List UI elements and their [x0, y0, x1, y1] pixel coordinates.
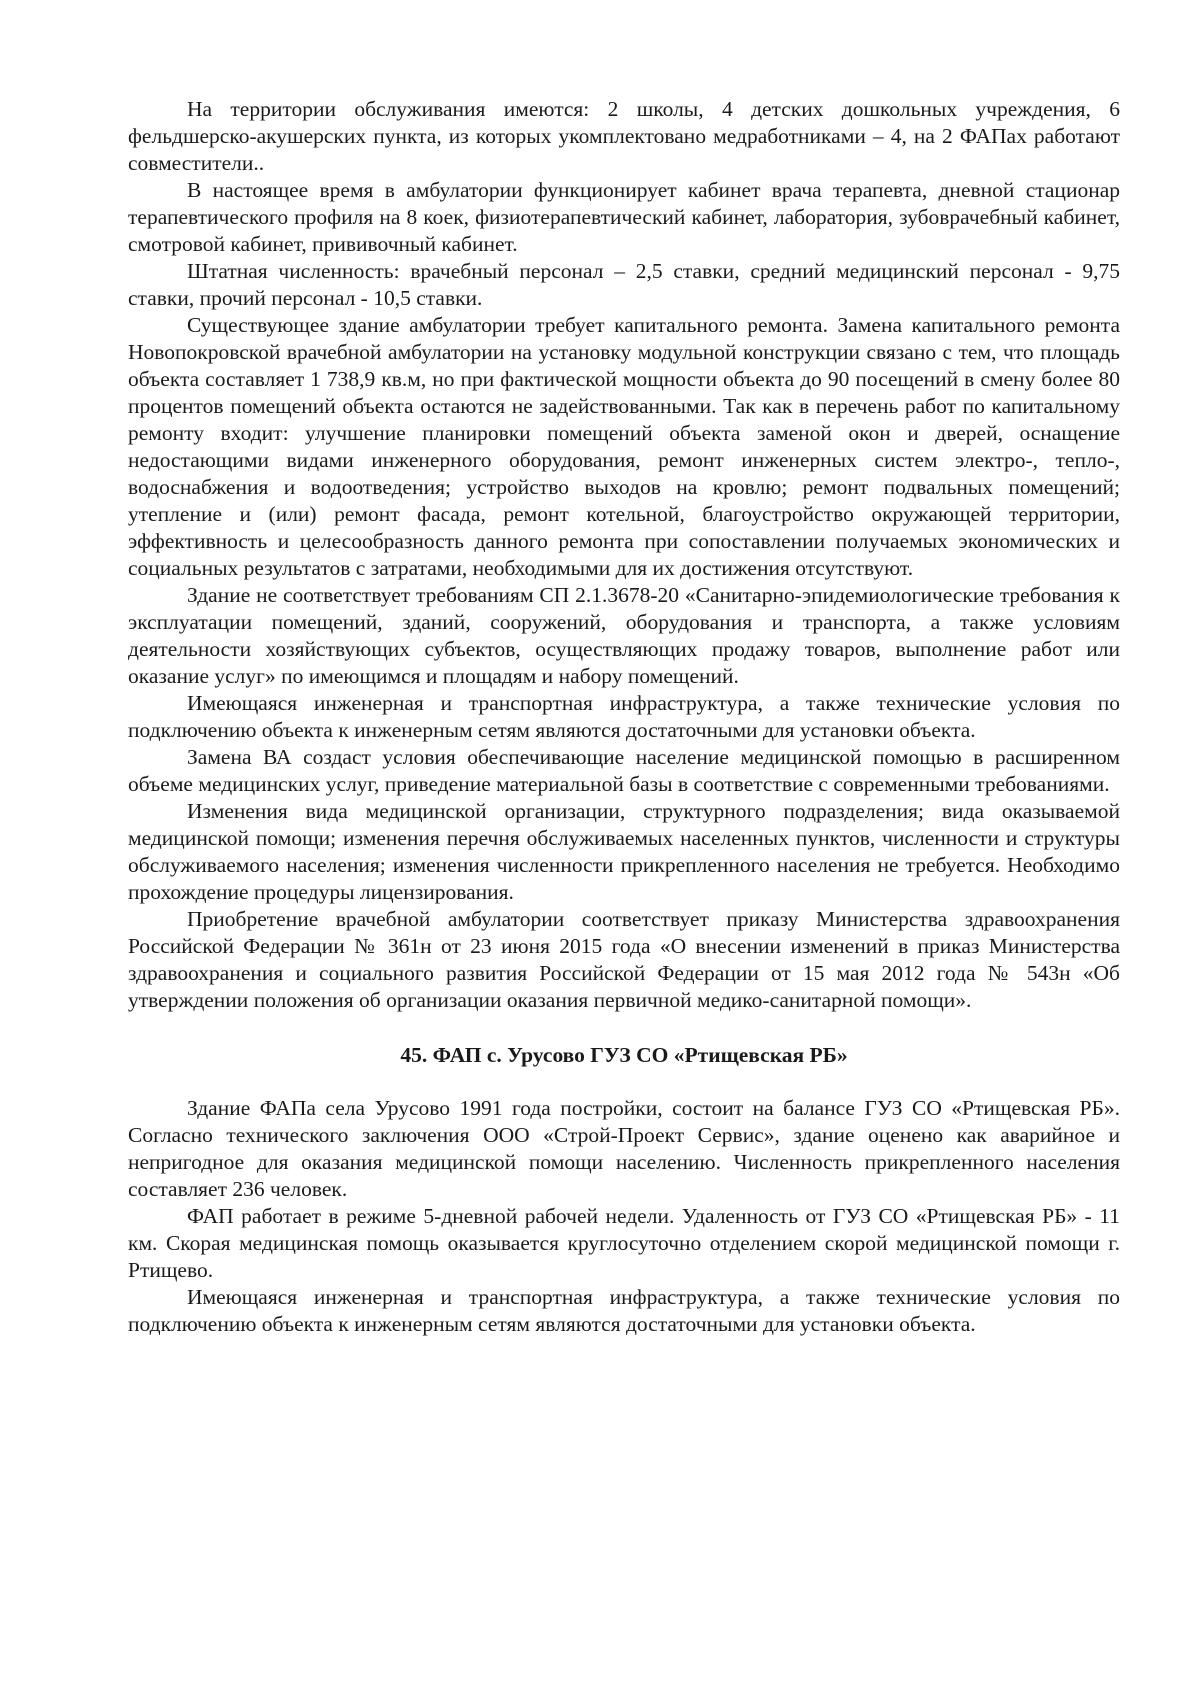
- paragraph-licensing: Изменения вида медицинской организации, структурного подразделения; вида оказываемой медицинской помощи; изменения перечня обслуживаемых населенных пунктов, численности и структуры обслуживаемого населения; изменения численности прикрепленного населения не требуется. Необходимо прохождение процедуры лицензирования.: [128, 799, 1120, 904]
- section-heading: 45. ФАП с. Урусово ГУЗ СО «Ртищевская РБ»: [400, 1043, 848, 1067]
- paragraph-infrastructure: Имеющаяся инженерная и транспортная инфраструктура, а также технические условия по подключению объекта к инженерным сетям являются достаточными для установки объекта.: [128, 691, 1120, 742]
- paragraph-fap-building: Здание ФАПа села Урусово 1991 года постройки, состоит на балансе ГУЗ СО «Ртищевская РБ». Согласно технического заключения ООО «Строй-Проект Сервис», здание оценено как аварийное и непригодное для оказания медицинской помощи населению. Численность прикрепленного населения составляет 236 человек.: [128, 1096, 1120, 1201]
- paragraph-fap-schedule: ФАП работает в режиме 5-дневной рабочей недели. Удаленность от ГУЗ СО «Ртищевская РБ» - 11 км. Скорая медицинская помощь оказывается круглосуточно отделением скорой медицинской помощи г. Ртищево.: [128, 1204, 1120, 1282]
- paragraph-fap-infrastructure: Имеющаяся инженерная и транспортная инфраструктура, а также технические условия по подключению объекта к инженерным сетям являются достаточными для установки объекта.: [128, 1285, 1120, 1336]
- paragraph-staffing: Штатная численность: врачебный персонал – 2,5 ставки, средний медицинский персонал - 9,75 ставки, прочий персонал - 10,5 ставки.: [128, 259, 1120, 310]
- paragraph-facilities: На территории обслуживания имеются: 2 школы, 4 детских дошкольных учреждения, 6 фельдшерско-акушерских пункта, из которых укомплектовано медработниками – 4, на 2 ФАПах работают совместители..: [128, 97, 1120, 175]
- paragraph-sanitary-requirements: Здание не соответствует требованиям СП 2.1.3678-20 «Санитарно-эпидемиологические требования к эксплуатации помещений, зданий, сооружений, оборудования и транспорта, а также условиям деятельности хозяйствующих субъектов, осуществляющих продажу товаров, выполнение работ или оказание услуг» по имеющимся и площадям и набору помещений.: [128, 583, 1120, 688]
- paragraph-replacement-benefits: Замена ВА создаст условия обеспечивающие население медицинской помощью в расширенном объеме медицинских услуг, приведение материальной базы в соответствие с современными требованиями.: [128, 745, 1120, 796]
- paragraph-ministry-order: Приобретение врачебной амбулатории соответствует приказу Министерства здравоохранения Российской Федерации № 361н от 23 июня 2015 года «О внесении изменений в приказ Министерства здравоохранения и социального развития Российской Федерации от 15 мая 2012 года № 543н «Об утверждении положения об организации оказания первичной медико-санитарной помощи».: [128, 907, 1120, 1012]
- paragraph-clinic-rooms: В настоящее время в амбулатории функционирует кабинет врача терапевта, дневной стационар терапевтического профиля на 8 коек, физиотерапевтический кабинет, лаборатория, зубоврачебный кабинет, смотровой кабинет, прививочный кабинет.: [128, 178, 1120, 256]
- document-body: [128, 96, 1120, 1338]
- paragraph-building-repair: Существующее здание амбулатории требует капитального ремонта. Замена капитального ремонта Новопокровской врачебной амбулатории на установку модульной конструкции связано с тем, что площадь объекта составляет 1 738,9 кв.м, но при фактической мощности объекта до 90 посещений в смену более 80 процентов помещений объекта остаются не задействованными. Так как в перечень работ по капитальному ремонту входит: улучшение планировки помещений объекта заменой окон и дверей, оснащение недостающими видами инженерного оборудования, ремонт инженерных систем электро-, тепло-, водоснабжения и водоотведения; устройство выходов на кровлю; ремонт подвальных помещений; утепление и (или) ремонт фасада, ремонт котельной, благоустройство окружающей территории, эффективность и целесообразность данного ремонта при сопоставлении получаемых экономических и социальных результатов с затратами, необходимыми для их достижения отсутствуют.: [128, 313, 1120, 580]
